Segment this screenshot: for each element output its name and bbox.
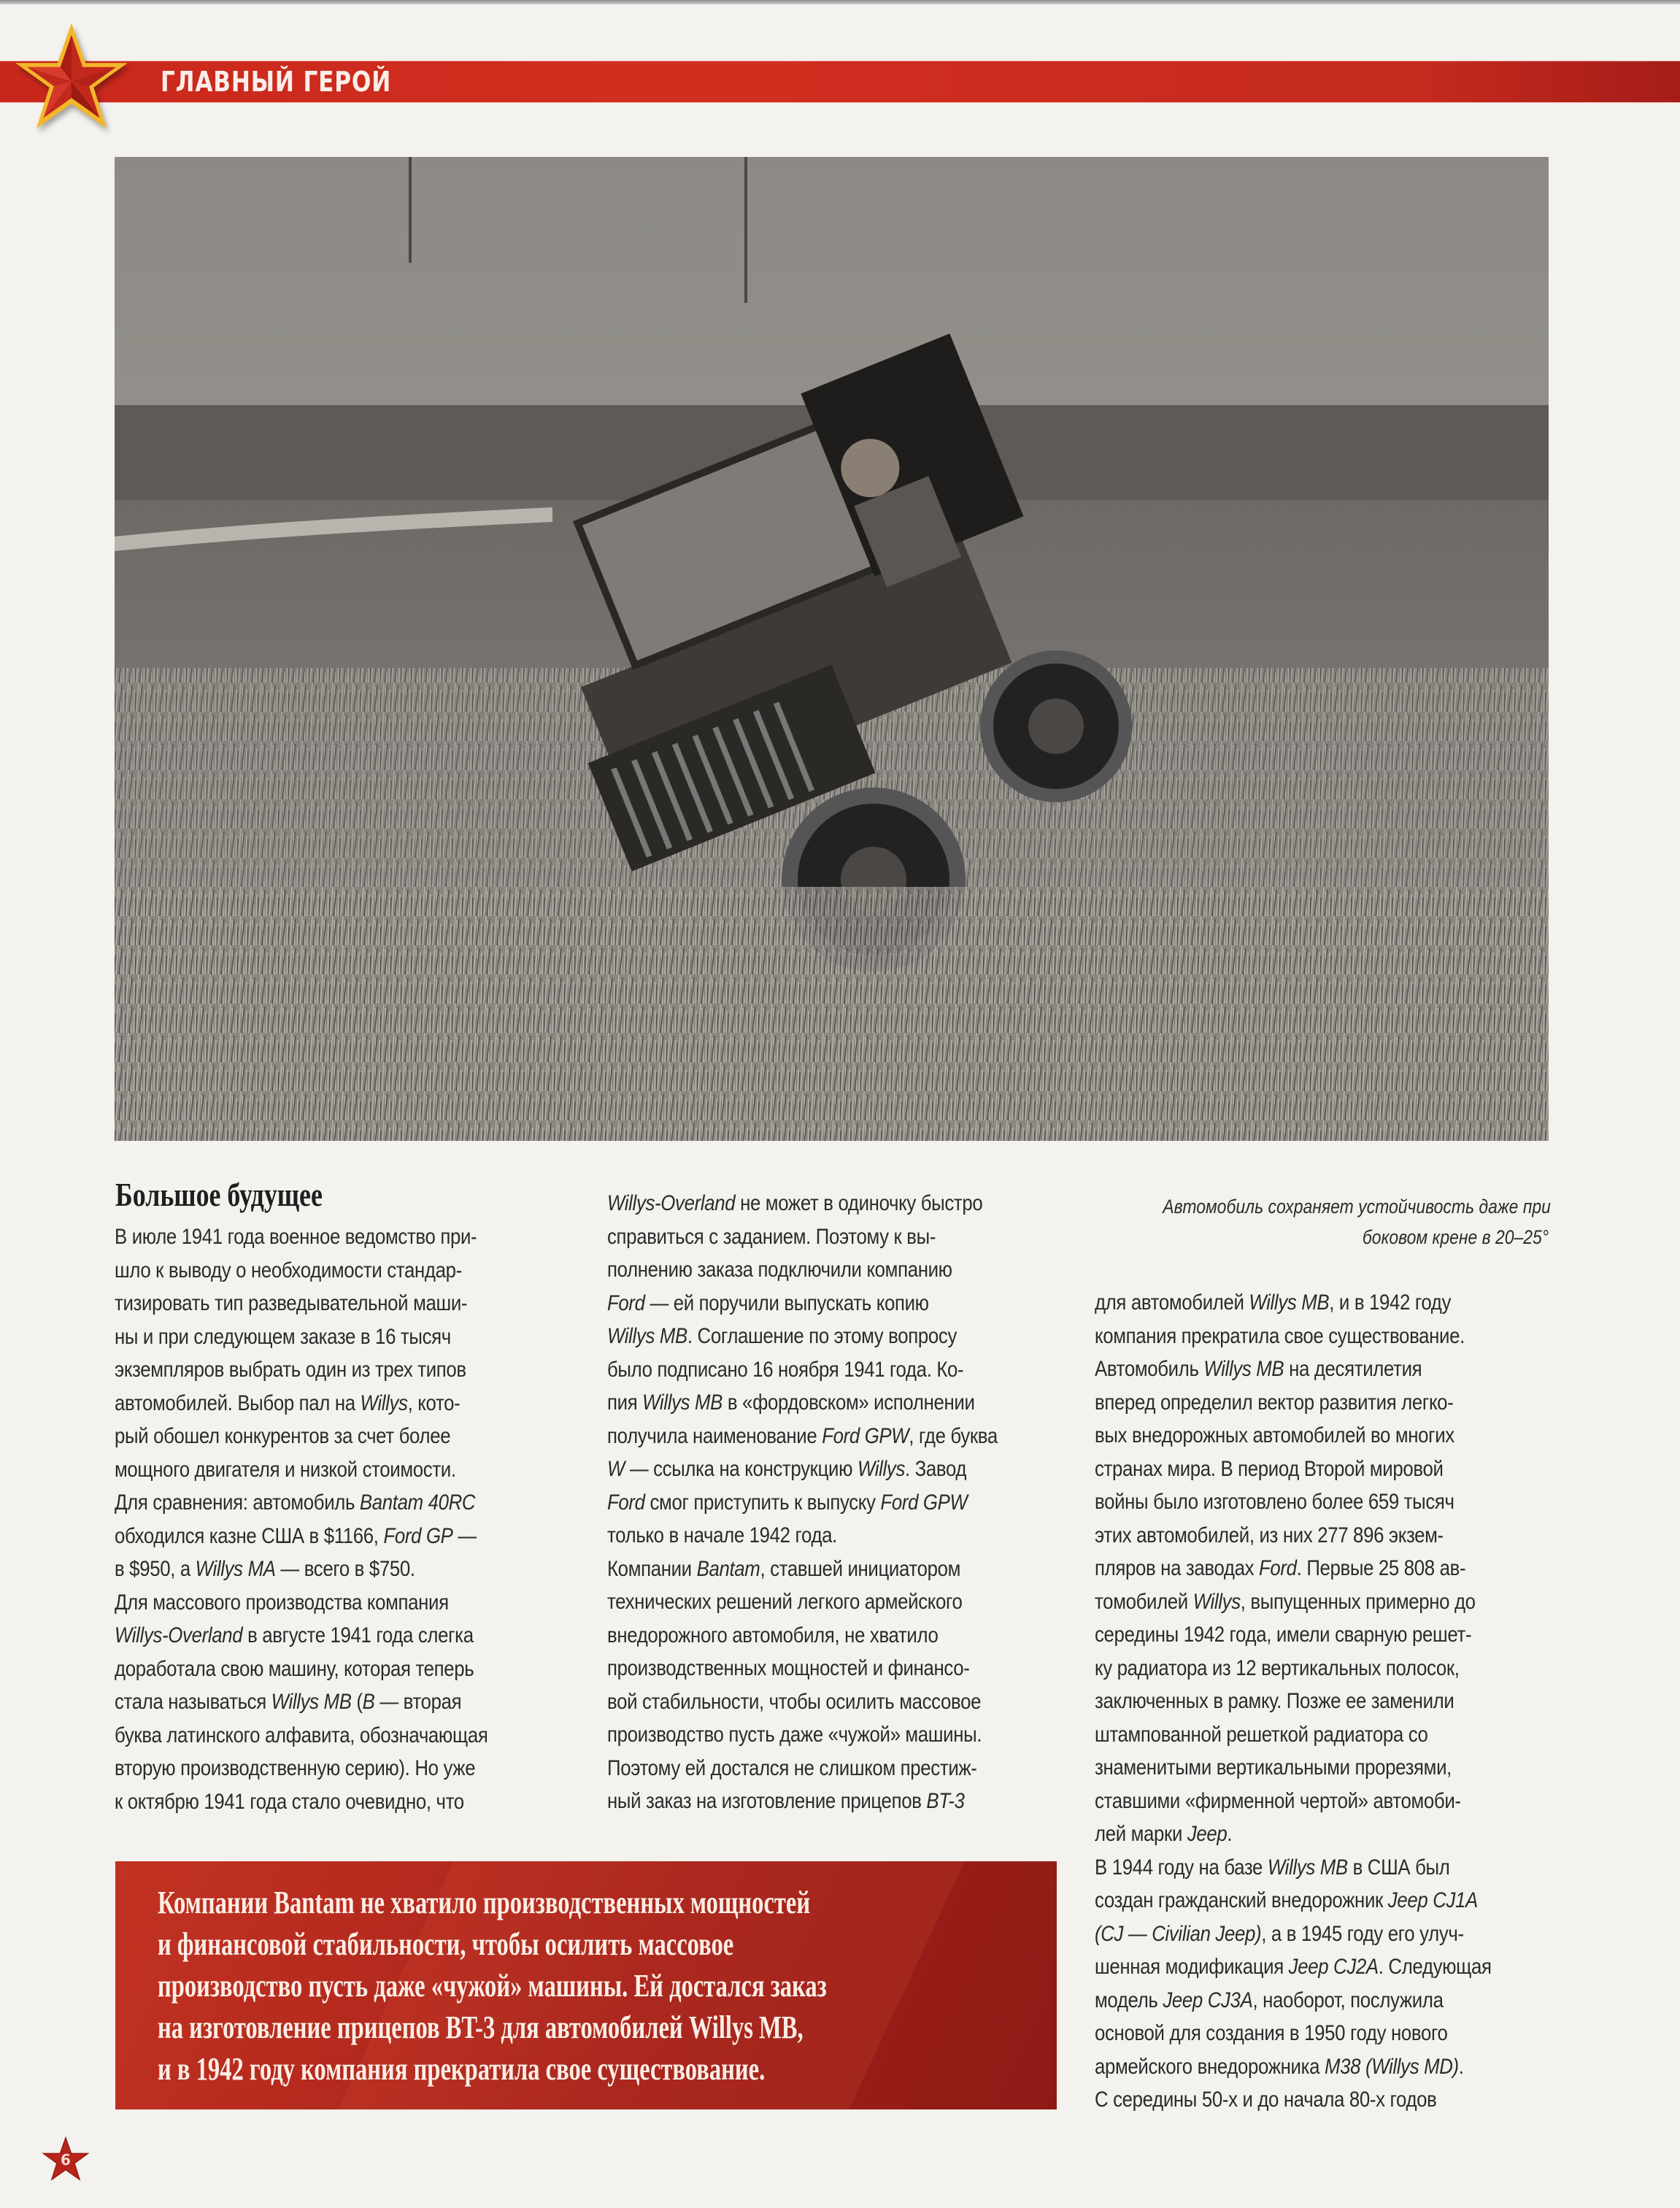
article-line: экземпляров выбрать один из трех типов — [115, 1358, 466, 1382]
jeep-photo-image — [115, 157, 1549, 1141]
article-line: производственных мощностей и финансо- — [607, 1656, 970, 1680]
article-column-1 — [115, 1220, 549, 1818]
article-line: (CJ — Civilian Jeep), а в 1945 году его улуч- — [1095, 1921, 1464, 1946]
article-line: автомобилей. Выбор пал на Willys, кото- — [115, 1390, 461, 1415]
jeep-photo — [115, 157, 1549, 1141]
article-line: В 1944 году на базе Willys MB в США был — [1095, 1855, 1450, 1880]
article-line: Ford — ей поручили выпускать копию — [607, 1290, 929, 1315]
article-line: пляров на заводах Ford. Первые 25 808 ав- — [1095, 1556, 1466, 1580]
caption-line: боковом крене в 20–25° — [1362, 1226, 1549, 1248]
article-line: вторую производственную серию). Но уже — [115, 1756, 476, 1780]
article-line: вперед определил вектор развития легко- — [1095, 1390, 1454, 1415]
article-line: войны было изготовлено более 659 тысяч — [1095, 1490, 1454, 1514]
article-line: вой стабильности, чтобы осилить массовое — [607, 1689, 982, 1714]
article-line: Willys-Overland в августе 1941 года слегка — [115, 1623, 474, 1647]
article-line: мощного двигателя и низкой стоимости. — [115, 1457, 456, 1482]
article-line: в $950, а Willys MA — всего в $750. — [115, 1557, 415, 1581]
article-line: технических решений легкого армейского — [607, 1590, 963, 1614]
article-line: Для сравнения: автомобиль Bantam 40RC — [115, 1490, 476, 1515]
caption-line: Автомобиль сохраняет устойчивость даже при — [1163, 1196, 1551, 1218]
article-line: получила наименование Ford GPW, где буква — [607, 1423, 998, 1448]
article-line: вых внедорожных автомобилей во многих — [1095, 1423, 1454, 1447]
article-line: ны и при следующем заказе в 16 тысяч — [115, 1324, 451, 1349]
article-line: справиться с заданием. Поэтому к вы- — [607, 1224, 936, 1249]
pull-quote — [115, 1861, 1057, 2109]
article-line: заключенных в рамку. Позже ее заменили — [1095, 1689, 1454, 1713]
article-line: томобилей Willys, выпущенных примерно до — [1095, 1589, 1476, 1614]
article-line: середины 1942 года, имели сварную решет- — [1095, 1623, 1472, 1647]
pull-quote-line: и финансовой стабильности, чтобы осилить массовое — [158, 1926, 734, 1962]
photo-caption — [1095, 1191, 1549, 1253]
article-line: В июле 1941 года военное ведомство при- — [115, 1225, 477, 1249]
red-star-icon — [13, 20, 130, 134]
article-line: Компании Bantam, ставшей инициатором — [607, 1556, 961, 1581]
article-line: ный заказ на изготовление прицепов BT-3 — [607, 1789, 965, 1813]
article-line: ку радиатора из 12 вертикальных полосок, — [1095, 1655, 1460, 1680]
article-line: для автомобилей Willys MB, и в 1942 году — [1095, 1290, 1452, 1315]
article-line: лей марки Jeep. — [1095, 1822, 1233, 1846]
article-line: странах мира. В период Второй мировой — [1095, 1456, 1444, 1481]
article-line: пия Willys MB в «фордовском» исполнении — [607, 1390, 975, 1415]
article-line: ставшими «фирменной чертой» автомоби- — [1095, 1788, 1461, 1813]
article-line: создан гражданский внедорожник Jeep CJ1A — [1095, 1888, 1478, 1912]
section-title: ГЛАВНЫЙ ГЕРОЙ — [161, 66, 392, 98]
article-line: Для массового производства компания — [115, 1590, 449, 1615]
article-line: к октябрю 1941 года стало очевидно, что — [115, 1789, 464, 1814]
article-line: Willys-Overland не может в одиночку быстро — [607, 1191, 983, 1215]
article-line: знаменитыми вертикальными прорезями, — [1095, 1755, 1452, 1780]
article-heading: Большое будущее — [115, 1176, 323, 1213]
article-line: полнению заказа подключили компанию — [607, 1258, 952, 1282]
pull-quote-line: производство пусть даже «чужой» машины. Ей достался заказ — [158, 1968, 827, 2004]
article-line: тизировать тип разведывательной маши- — [115, 1291, 468, 1315]
article-line: стала называться Willys MB (B — вторая — [115, 1690, 462, 1714]
pull-quote-line: на изготовление прицепов BT-3 для автомобилей Willys MB, — [158, 2009, 804, 2045]
article-line: производство пусть даже «чужой» машины. — [607, 1723, 982, 1747]
article-line: штампованной решеткой радиатора со — [1095, 1722, 1428, 1747]
article-line: шло к выводу о необходимости стандар- — [115, 1258, 462, 1282]
article-column-2 — [607, 1187, 1061, 1818]
article-line: обходился казне США в $1166, Ford GP — — [115, 1523, 477, 1548]
article-line: основой для создания в 1950 году нового — [1095, 2021, 1448, 2045]
pull-quote-line: Компании Bantam не хватило производственных мощностей — [158, 1885, 811, 1920]
article-line: только в начале 1942 года. — [607, 1523, 837, 1547]
page-top-edge — [0, 0, 1680, 4]
article-line: буква латинского алфавита, обозначающая — [115, 1723, 488, 1747]
article-line: армейского внедорожника M38 (Willys MD). — [1095, 2054, 1464, 2079]
article-line: доработала свою машину, которая теперь — [115, 1656, 474, 1681]
article-line: Ford смог приступить к выпуску Ford GPW — [607, 1490, 968, 1515]
article-line: компания прекратила свое существование. — [1095, 1323, 1465, 1348]
article-line: С середины 50-х и до начала 80-х годов — [1095, 2088, 1437, 2112]
article-line: модель Jeep CJ3A, наоборот, послужила — [1095, 1988, 1444, 2012]
article-line: рый обошел конкурентов за счет более — [115, 1424, 451, 1448]
pull-quote-line: и в 1942 году компания прекратила свое существование. — [158, 2051, 766, 2087]
article-line: этих автомобилей, из них 277 896 экзем- — [1095, 1523, 1444, 1547]
page-number: 6 — [61, 2151, 71, 2169]
article-line: Поэтому ей достался не слишком престиж- — [607, 1755, 977, 1780]
article-column-3 — [1095, 1286, 1556, 2117]
article-line: Автомобиль Willys MB на десятилетия — [1095, 1357, 1422, 1381]
article-line: W — ссылка на конструкцию Willys. Завод — [607, 1457, 967, 1481]
article-line: Willys MB. Соглашение по этому вопросу — [607, 1324, 957, 1348]
article-line: было подписано 16 ноября 1941 года. Ко- — [607, 1357, 964, 1382]
pull-quote-text — [158, 1882, 1057, 2090]
article-line: шенная модификация Jeep CJ2A. Следующая — [1095, 1955, 1492, 1979]
article-line: внедорожного автомобиля, не хватило — [607, 1623, 939, 1647]
